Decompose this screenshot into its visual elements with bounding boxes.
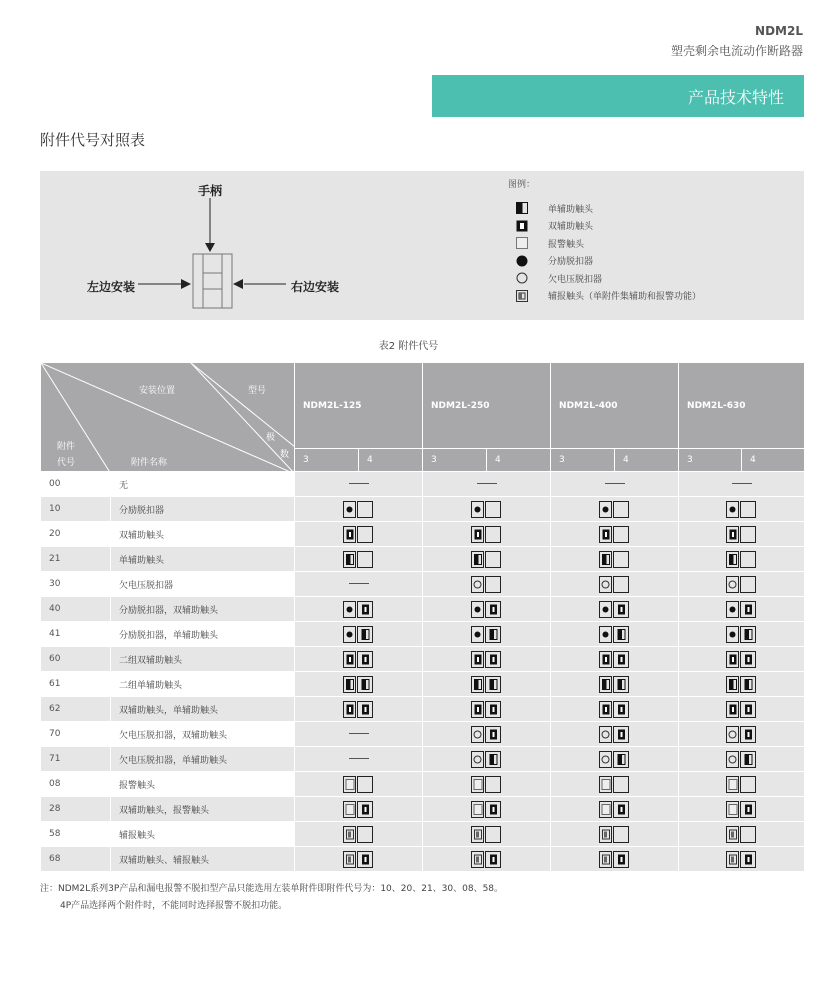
accessory-symbol xyxy=(343,651,374,668)
model-cell xyxy=(295,597,423,622)
accessory-symbol xyxy=(726,751,757,768)
accessory-code: 41 xyxy=(41,622,111,647)
table-row xyxy=(41,722,805,747)
accessory-symbol xyxy=(726,851,757,868)
accessory-name: 分励脱扣器，单辅助触头 xyxy=(111,622,295,647)
footnote-line-2: 4P产品选择两个附件时，不能同时选择报警不脱扣功能。 xyxy=(60,901,288,911)
accessory-symbol xyxy=(599,851,630,868)
header-product-name: 塑壳剩余电流动作断路器 xyxy=(670,44,803,58)
table-row xyxy=(41,697,805,722)
model-cell xyxy=(551,772,679,797)
model-cell xyxy=(551,472,679,497)
undervoltage-release-icon xyxy=(516,272,528,284)
model-cell xyxy=(679,597,805,622)
shunt-release-icon xyxy=(516,255,528,267)
model-cell xyxy=(679,522,805,547)
installation-diagram xyxy=(40,171,440,320)
legend-item xyxy=(516,254,593,268)
alarm-contact-icon xyxy=(516,237,528,249)
not-available-dash xyxy=(477,483,497,484)
table-row xyxy=(41,672,805,697)
not-available-dash xyxy=(349,733,369,734)
model-cell xyxy=(679,722,805,747)
legend-item xyxy=(516,201,593,215)
table-row xyxy=(41,822,805,847)
model-cell xyxy=(423,672,551,697)
footnote-line-1: 注：NDM2L系列3P产品和漏电报警不脱扣型产品只能选用左装单附件即附件代号为：10、20、21、30、08、58。 xyxy=(40,884,504,894)
accessory-name: 分励脱扣器，双辅助触头 xyxy=(111,597,295,622)
accessory-symbol xyxy=(471,651,502,668)
model-cell xyxy=(295,672,423,697)
accessory-symbol xyxy=(471,551,502,568)
accessory-symbol xyxy=(343,776,374,793)
pole-header: 4 xyxy=(615,449,679,472)
accessory-code: 68 xyxy=(41,847,111,872)
model-header: NDM2L-400 xyxy=(551,363,679,449)
accessory-symbol xyxy=(599,751,630,768)
accessory-symbol xyxy=(726,776,757,793)
legend-item xyxy=(516,271,602,285)
model-cell xyxy=(551,722,679,747)
accessory-symbol xyxy=(726,651,757,668)
accessory-code-table xyxy=(40,362,805,872)
accessory-symbol xyxy=(471,676,502,693)
section-title: 附件代号对照表 xyxy=(40,131,146,149)
model-cell xyxy=(551,497,679,522)
accessory-code: 21 xyxy=(41,547,111,572)
legend-item-label: 双辅助触头 xyxy=(548,222,594,232)
model-cell xyxy=(295,472,423,497)
accessory-name-label: 附件名称 xyxy=(131,458,168,468)
accessory-name: 双辅助触头，单辅助触头 xyxy=(111,697,295,722)
accessory-code: 10 xyxy=(41,497,111,522)
accessory-name: 二组双辅助触头 xyxy=(111,647,295,672)
accessory-symbol xyxy=(726,526,757,543)
accessory-code: 20 xyxy=(41,522,111,547)
model-cell xyxy=(679,647,805,672)
accessory-symbol xyxy=(471,751,502,768)
table-row xyxy=(41,847,805,872)
model-cell xyxy=(295,822,423,847)
model-cell xyxy=(295,797,423,822)
model-cell xyxy=(679,547,805,572)
model-cell xyxy=(423,822,551,847)
accessory-symbol xyxy=(599,551,630,568)
table-row xyxy=(41,797,805,822)
model-cell xyxy=(679,747,805,772)
accessory-symbol xyxy=(726,676,757,693)
footnote xyxy=(40,881,503,915)
table-row xyxy=(41,747,805,772)
accessory-name: 双辅助触头，报警触头 xyxy=(111,797,295,822)
table-row xyxy=(41,772,805,797)
accessory-symbol xyxy=(471,776,502,793)
accessory-symbol xyxy=(726,551,757,568)
model-header: NDM2L-125 xyxy=(295,363,423,449)
model-label: 型号 xyxy=(248,386,267,396)
accessory-symbol xyxy=(343,701,374,718)
model-cell xyxy=(423,572,551,597)
accessory-code: 62 xyxy=(41,697,111,722)
accessory-symbol xyxy=(343,526,374,543)
model-cell xyxy=(295,547,423,572)
accessory-symbol xyxy=(343,801,374,818)
model-cell xyxy=(551,547,679,572)
model-cell xyxy=(295,572,423,597)
not-available-dash xyxy=(349,483,369,484)
accessory-name: 辅报触头 xyxy=(111,822,295,847)
accessory-symbol xyxy=(599,801,630,818)
table-row xyxy=(41,472,805,497)
accessory-code: 28 xyxy=(41,797,111,822)
model-cell xyxy=(679,572,805,597)
accessory-symbol xyxy=(471,576,502,593)
model-cell xyxy=(679,697,805,722)
model-cell xyxy=(423,622,551,647)
table-corner-header xyxy=(41,363,295,472)
model-cell xyxy=(295,847,423,872)
model-cell xyxy=(679,497,805,522)
accessory-symbol xyxy=(599,651,630,668)
not-available-dash xyxy=(349,758,369,759)
model-cell xyxy=(679,772,805,797)
accessory-symbol xyxy=(599,526,630,543)
accessory-symbol xyxy=(726,626,757,643)
model-cell xyxy=(423,597,551,622)
model-cell xyxy=(295,722,423,747)
legend-item-label: 辅报触头（单附件集辅助和报警功能） xyxy=(548,292,702,302)
table-row xyxy=(41,497,805,522)
accessory-symbol xyxy=(471,801,502,818)
model-cell xyxy=(295,747,423,772)
legend-item-label: 分励脱扣器 xyxy=(548,257,594,267)
accessory-symbol xyxy=(471,501,502,518)
accessory-code: 71 xyxy=(41,747,111,772)
model-cell xyxy=(423,747,551,772)
accessory-symbol xyxy=(343,851,374,868)
model-cell xyxy=(423,497,551,522)
pole-header: 3 xyxy=(679,449,742,472)
accessory-symbol xyxy=(599,676,630,693)
not-available-dash xyxy=(349,583,369,584)
model-header: NDM2L-250 xyxy=(423,363,551,449)
legend-item-label: 单辅助触头 xyxy=(548,204,594,215)
accessory-name: 双辅助触头、辅报触头 xyxy=(111,847,295,872)
left-install-label: 左边安装 xyxy=(87,280,136,294)
accessory-code: 08 xyxy=(41,772,111,797)
accessory-symbol xyxy=(599,601,630,618)
handle-label: 手柄 xyxy=(198,184,223,198)
right-install-label: 右边安装 xyxy=(291,280,340,294)
header-model: NDM2L xyxy=(755,24,803,38)
install-position-label: 安装位置 xyxy=(139,386,176,396)
legend-item xyxy=(516,289,701,303)
accessory-name: 无 xyxy=(111,472,295,497)
table-row xyxy=(41,622,805,647)
model-cell xyxy=(423,847,551,872)
accessory-symbol xyxy=(726,501,757,518)
accessory-name: 分励脱扣器 xyxy=(111,497,295,522)
accessory-name: 二组单辅助触头 xyxy=(111,672,295,697)
model-cell xyxy=(679,797,805,822)
table-row xyxy=(41,522,805,547)
accessory-name: 欠电压脱扣器 xyxy=(111,572,295,597)
model-cell xyxy=(679,822,805,847)
accessory-symbol xyxy=(343,551,374,568)
accessory-symbol xyxy=(343,626,374,643)
accessory-symbol xyxy=(726,801,757,818)
accessory-code: 00 xyxy=(41,472,111,497)
accessory-symbol xyxy=(599,626,630,643)
accessory-symbol xyxy=(726,601,757,618)
accessory-symbol xyxy=(471,851,502,868)
pole-header: 3 xyxy=(551,449,615,472)
poles-label-1: 极 xyxy=(266,433,276,443)
accessory-symbol xyxy=(343,501,374,518)
aux-alarm-contact-icon xyxy=(516,290,528,302)
accessory-symbol xyxy=(471,701,502,718)
not-available-dash xyxy=(732,483,752,484)
poles-label-2: 数 xyxy=(280,450,290,460)
accessory-name: 报警触头 xyxy=(111,772,295,797)
legend-item-label: 报警触头 xyxy=(548,239,585,250)
model-cell xyxy=(551,572,679,597)
table-row xyxy=(41,647,805,672)
model-cell xyxy=(551,747,679,772)
model-cell xyxy=(679,672,805,697)
legend-title: 图例： xyxy=(508,180,536,190)
model-cell xyxy=(423,697,551,722)
accessory-symbol xyxy=(599,501,630,518)
accessory-symbol xyxy=(599,826,630,843)
accessory-symbol xyxy=(471,826,502,843)
accessory-name: 欠电压脱扣器，双辅助触头 xyxy=(111,722,295,747)
accessory-symbol xyxy=(599,701,630,718)
model-cell xyxy=(295,697,423,722)
model-cell xyxy=(295,522,423,547)
model-cell xyxy=(551,697,679,722)
model-cell xyxy=(423,647,551,672)
double-aux-contact-icon xyxy=(516,220,528,232)
pole-header: 3 xyxy=(423,449,487,472)
banner-label: 产品技术特性 xyxy=(687,87,784,107)
pole-header: 3 xyxy=(295,449,359,472)
model-cell xyxy=(423,772,551,797)
single-aux-contact-icon xyxy=(516,202,528,214)
model-cell xyxy=(679,472,805,497)
accessory-symbol xyxy=(471,526,502,543)
model-cell xyxy=(295,772,423,797)
accessory-symbol xyxy=(726,826,757,843)
legend-item-label: 欠电压脱扣器 xyxy=(548,274,603,285)
model-cell xyxy=(551,822,679,847)
model-cell xyxy=(551,522,679,547)
accessory-code: 60 xyxy=(41,647,111,672)
accessory-symbol xyxy=(471,626,502,643)
accessory-symbol xyxy=(726,726,757,743)
not-available-dash xyxy=(605,483,625,484)
model-cell xyxy=(679,622,805,647)
model-cell xyxy=(423,472,551,497)
accessory-symbol xyxy=(343,826,374,843)
model-cell xyxy=(551,597,679,622)
model-cell xyxy=(423,722,551,747)
table-row xyxy=(41,572,805,597)
model-cell xyxy=(679,847,805,872)
section-banner xyxy=(432,75,804,117)
accessory-code: 30 xyxy=(41,572,111,597)
model-cell xyxy=(551,797,679,822)
model-cell xyxy=(423,522,551,547)
accessory-name: 单辅助触头 xyxy=(111,547,295,572)
accessory-symbol xyxy=(726,576,757,593)
pole-header: 4 xyxy=(359,449,423,472)
accessory-code: 58 xyxy=(41,822,111,847)
accessory-code: 70 xyxy=(41,722,111,747)
model-cell xyxy=(551,847,679,872)
accessory-name: 欠电压脱扣器，单辅助触头 xyxy=(111,747,295,772)
accessory-name: 双辅助触头 xyxy=(111,522,295,547)
model-cell xyxy=(551,647,679,672)
accessory-symbol xyxy=(599,776,630,793)
accessory-code: 40 xyxy=(41,597,111,622)
model-cell xyxy=(423,547,551,572)
model-header: NDM2L-630 xyxy=(679,363,805,449)
table-row xyxy=(41,547,805,572)
legend-item xyxy=(516,219,593,233)
accessory-code-label-1: 附件 xyxy=(57,442,76,452)
accessory-symbol xyxy=(471,726,502,743)
pole-header: 4 xyxy=(742,449,805,472)
model-cell xyxy=(295,647,423,672)
accessory-code-label-2: 代号 xyxy=(57,458,76,468)
model-cell xyxy=(295,497,423,522)
model-cell xyxy=(423,797,551,822)
pole-header: 4 xyxy=(487,449,551,472)
accessory-code: 61 xyxy=(41,672,111,697)
accessory-symbol xyxy=(599,576,630,593)
accessory-symbol xyxy=(343,601,374,618)
model-cell xyxy=(551,672,679,697)
table-row xyxy=(41,597,805,622)
model-cell xyxy=(295,622,423,647)
accessory-symbol xyxy=(599,726,630,743)
breaker-body xyxy=(193,254,232,308)
accessory-symbol xyxy=(726,701,757,718)
table-caption: 表2 附件代号 xyxy=(378,341,439,352)
model-cell xyxy=(551,622,679,647)
legend-item xyxy=(516,236,584,250)
accessory-symbol xyxy=(343,676,374,693)
accessory-symbol xyxy=(471,601,502,618)
legend-panel xyxy=(40,171,804,320)
